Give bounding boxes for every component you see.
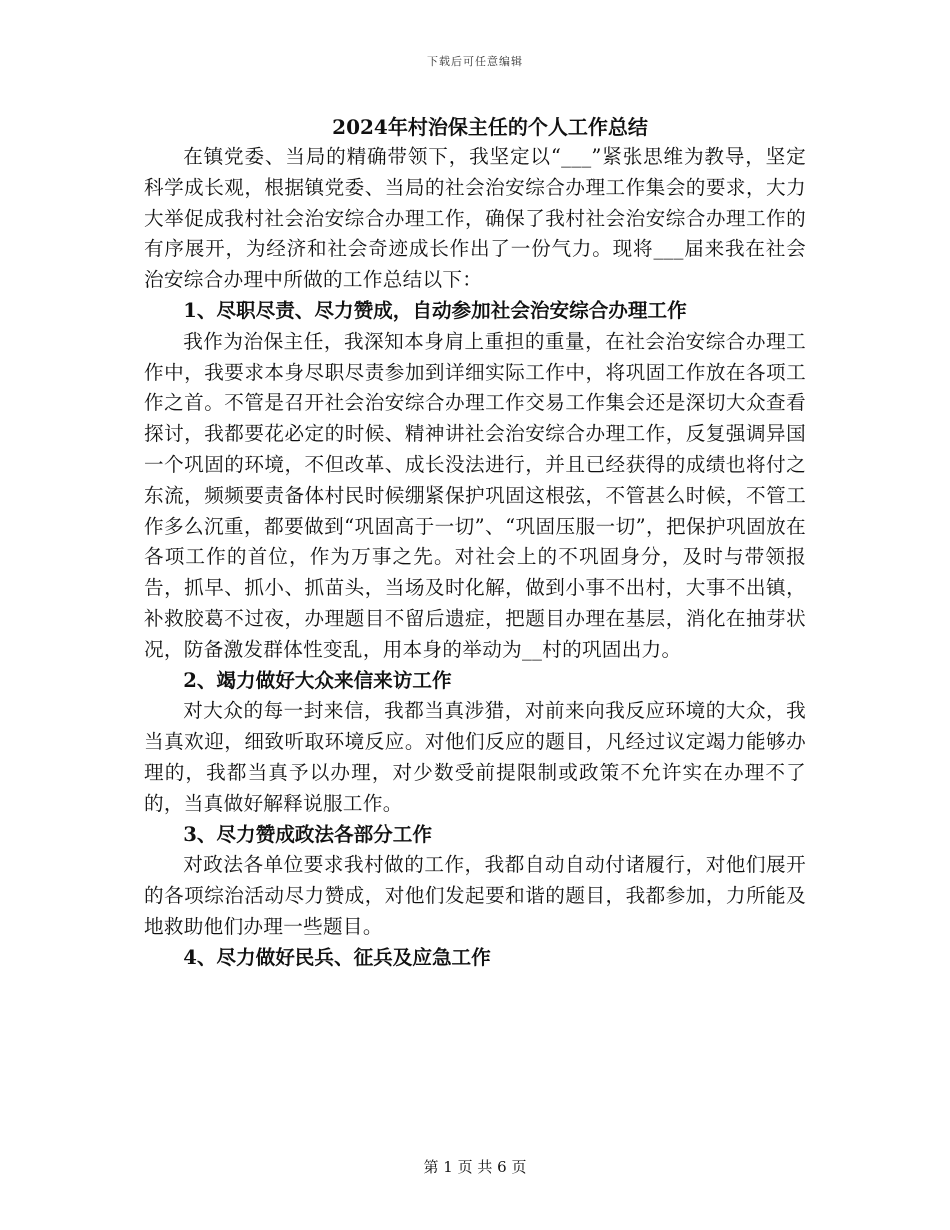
document-body (144, 112, 806, 974)
page-number: 第 1 页 共 6 页 (423, 1158, 527, 1176)
section-heading-3: 3、尽力赞成政法各部分工作 (183, 822, 432, 846)
section-heading-1: 1、尽职尽责、尽力赞成，自动参加社会治安综合办理工作 (183, 298, 687, 322)
document-title: 2024年村治保主任的个人工作总结 (332, 115, 648, 139)
section-heading-4: 4、尽力做好民兵、征兵及应急工作 (183, 945, 491, 969)
section-heading-2: 2、竭力做好大众来信来访工作 (183, 668, 452, 692)
section-body-1: 我作为治保主任，我深知本身肩上重担的重量，在社会治安综合办理工作中，我要求本身尽职尽责参加到详细实际工作中，将巩固工作放在各项工作之首。不管是召开社会治安综合办理工作交易工作集会还是深切大众查看探讨，我都要花必定的时候、精神讲社会治安综合办理工作，反复强调异国一个巩固的环境，不但改革、成长没法进行，并且已经获得的成绩也将付之东流，频频要责备体村民时候绷紧保护巩固这根弦，不管甚么时候，不管工作多么沉重，都要做到“巩固高于一切”、“巩固压服一切”，把保护巩固放在各项工作的首位，作为万事之先。对社会上的不巩固身分，及时与带领报告，抓早、抓小、抓苗头，当场及时化解，做到小事不出村，大事不出镇，补救胶葛不过夜，办理题目不留后遗症，把题目办理在基层，消化在抽芽状况，防备激发群体性变乱，用本身的举动为__村的巩固出力。 (144, 329, 806, 661)
section-body-3: 对政法各单位要求我村做的工作，我都自动自动付诸履行，对他们展开的各项综治活动尽力赞成，对他们发起要和谐的题目，我都参加，力所能及地救助他们办理一些题目。 (144, 853, 806, 938)
section-body-2: 对大众的每一封来信，我都当真涉猎，对前来向我反应环境的大众，我当真欢迎，细致听取环境反应。对他们反应的题目，凡经过议定竭力能够办理的，我都当真予以办理，对少数受前提限制或政策不允许实在办理不了的，当真做好解释说服工作。 (144, 699, 806, 815)
header-note: 下载后可任意编辑 (427, 55, 523, 68)
intro-paragraph: 在镇党委、当局的精确带领下，我坚定以“___”紧张思维为教导，坚定科学成长观，根据镇党委、当局的社会治安综合办理工作集会的要求，大力大举促成我村社会治安综合办理工作，确保了我村社会治安综合办理工作的有序展开，为经济和社会奇迹成长作出了一份气力。现将___届来我在社会治安综合办理中所做的工作总结以下： (144, 145, 806, 292)
